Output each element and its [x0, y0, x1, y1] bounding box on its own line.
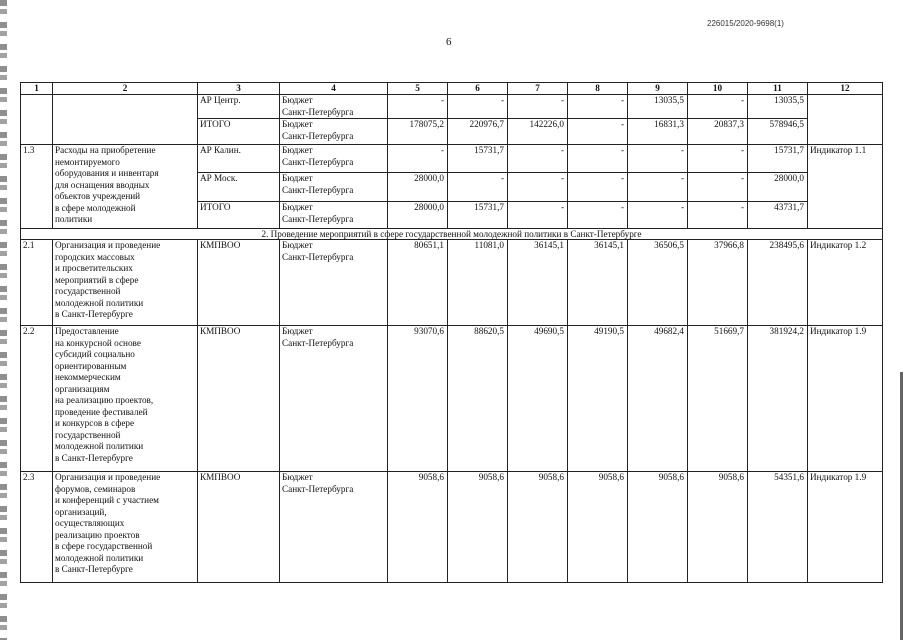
value-cell: 9058,6 — [448, 472, 508, 583]
funding-source-cell: Бюджет Санкт-Петербурга — [280, 119, 388, 145]
column-header: 6 — [448, 83, 508, 95]
executor-cell: КМПВОО — [198, 472, 280, 583]
value-cell: 88620,5 — [448, 326, 508, 472]
value-cell: 15731,7 — [448, 202, 508, 229]
indicator-cell — [808, 95, 883, 145]
funding-source-cell: Бюджет Санкт-Петербурга — [280, 173, 388, 202]
value-cell: - — [628, 145, 688, 173]
document-number: 226015/2020-9698(1) — [707, 19, 784, 28]
item-number-cell: 2.2 — [21, 326, 53, 472]
value-cell: - — [508, 95, 568, 119]
column-header: 2 — [53, 83, 198, 95]
value-cell: - — [388, 145, 448, 173]
executor-cell: АР Калин. — [198, 145, 280, 173]
value-cell: 36145,1 — [508, 240, 568, 326]
page-number: 6 — [446, 36, 452, 48]
value-cell: - — [568, 119, 628, 145]
item-name-cell: Организация и проведение форумов, семинаров и конференций с участием организаций, осуществляющих реализацию проектов в сфере государственной молодежной политики в Санкт-Петербурге — [53, 472, 198, 583]
table-row — [21, 240, 883, 326]
value-cell: 578946,5 — [748, 119, 808, 145]
value-cell: 381924,2 — [748, 326, 808, 472]
section-row — [21, 229, 883, 240]
executor-cell: ИТОГО — [198, 202, 280, 229]
funding-source-cell: Бюджет Санкт-Петербурга — [280, 326, 388, 472]
value-cell: 13035,5 — [748, 95, 808, 119]
value-cell: 28000,0 — [388, 173, 448, 202]
value-cell: 54351,6 — [748, 472, 808, 583]
value-cell: 28000,0 — [388, 202, 448, 229]
value-cell: 49690,5 — [508, 326, 568, 472]
value-cell: - — [628, 173, 688, 202]
table-row — [21, 326, 883, 472]
column-header: 11 — [748, 83, 808, 95]
value-cell: 9058,6 — [688, 472, 748, 583]
value-cell: - — [508, 173, 568, 202]
executor-cell: ИТОГО — [198, 119, 280, 145]
indicator-cell: Индикатор 1.9 — [808, 472, 883, 583]
value-cell: 13035,5 — [628, 95, 688, 119]
value-cell: - — [568, 173, 628, 202]
value-cell: 9058,6 — [628, 472, 688, 583]
column-header: 7 — [508, 83, 568, 95]
indicator-cell: Индикатор 1.2 — [808, 240, 883, 326]
item-name-cell: Организация и проведение городских массовых и просветительских мероприятий в сфере государственной молодежной политики в Санкт-Петербурге — [53, 240, 198, 326]
value-cell: - — [688, 173, 748, 202]
value-cell: 49682,4 — [628, 326, 688, 472]
item-number-cell: 1.3 — [21, 145, 53, 229]
value-cell: 142226,0 — [508, 119, 568, 145]
value-cell: 11081,0 — [448, 240, 508, 326]
value-cell: 9058,6 — [508, 472, 568, 583]
funding-source-cell: Бюджет Санкт-Петербурга — [280, 240, 388, 326]
column-header: 8 — [568, 83, 628, 95]
value-cell: - — [508, 202, 568, 229]
value-cell: 51669,7 — [688, 326, 748, 472]
value-cell: 16831,3 — [628, 119, 688, 145]
funding-source-cell: Бюджет Санкт-Петербурга — [280, 202, 388, 229]
executor-cell: АР Моск. — [198, 173, 280, 202]
executor-cell: КМПВОО — [198, 326, 280, 472]
table-row — [21, 145, 883, 173]
value-cell: - — [448, 95, 508, 119]
value-cell: - — [508, 145, 568, 173]
value-cell: 238495,6 — [748, 240, 808, 326]
column-header: 3 — [198, 83, 280, 95]
section-heading: 2. Проведение мероприятий в сфере государственной молодежной политики в Санкт-Петербурге — [21, 229, 883, 240]
budget-table — [20, 82, 883, 583]
executor-cell: АР Центр. — [198, 95, 280, 119]
scan-edge-left — [0, 0, 7, 640]
value-cell: 220976,7 — [448, 119, 508, 145]
value-cell: 93070,6 — [388, 326, 448, 472]
item-number-cell — [21, 95, 53, 145]
header-row — [21, 83, 883, 95]
value-cell: - — [568, 202, 628, 229]
value-cell: 9058,6 — [388, 472, 448, 583]
value-cell: - — [688, 145, 748, 173]
value-cell: - — [388, 95, 448, 119]
value-cell: 36506,5 — [628, 240, 688, 326]
item-name-cell: Расходы на приобретение немонтируемого оборудования и инвентаря для оснащения вводных объектов учреждений в сфере молодежной политики — [53, 145, 198, 229]
column-header: 10 — [688, 83, 748, 95]
column-header: 9 — [628, 83, 688, 95]
value-cell: 20837,3 — [688, 119, 748, 145]
column-header: 5 — [388, 83, 448, 95]
item-number-cell: 2.1 — [21, 240, 53, 326]
scan-edge-right — [900, 372, 903, 640]
value-cell: 178075,2 — [388, 119, 448, 145]
value-cell: - — [568, 95, 628, 119]
item-name-cell: Предоставление на конкурсной основе субсидий социально ориентированным некоммерческим организациям на реализацию проектов, проведение фестивалей и конкурсов в сфере государственной молодежной политики в Санкт-Петербурге — [53, 326, 198, 472]
funding-source-cell: Бюджет Санкт-Петербурга — [280, 95, 388, 119]
item-number-cell: 2.3 — [21, 472, 53, 583]
funding-source-cell: Бюджет Санкт-Петербурга — [280, 145, 388, 173]
item-name-cell — [53, 95, 198, 145]
value-cell: 37966,8 — [688, 240, 748, 326]
value-cell: - — [688, 202, 748, 229]
value-cell: 9058,6 — [568, 472, 628, 583]
table-row — [21, 472, 883, 583]
value-cell: 15731,7 — [448, 145, 508, 173]
value-cell: 80651,1 — [388, 240, 448, 326]
value-cell: 49190,5 — [568, 326, 628, 472]
indicator-cell: Индикатор 1.9 — [808, 326, 883, 472]
funding-source-cell: Бюджет Санкт-Петербурга — [280, 472, 388, 583]
indicator-cell: Индикатор 1.1 — [808, 145, 883, 229]
column-header: 4 — [280, 83, 388, 95]
value-cell: 43731,7 — [748, 202, 808, 229]
value-cell: - — [448, 173, 508, 202]
table-row — [21, 95, 883, 119]
value-cell: 28000,0 — [748, 173, 808, 202]
value-cell: 15731,7 — [748, 145, 808, 173]
executor-cell: КМПВОО — [198, 240, 280, 326]
column-header: 12 — [808, 83, 883, 95]
column-header: 1 — [21, 83, 53, 95]
value-cell: - — [628, 202, 688, 229]
value-cell: - — [568, 145, 628, 173]
value-cell: - — [688, 95, 748, 119]
value-cell: 36145,1 — [568, 240, 628, 326]
